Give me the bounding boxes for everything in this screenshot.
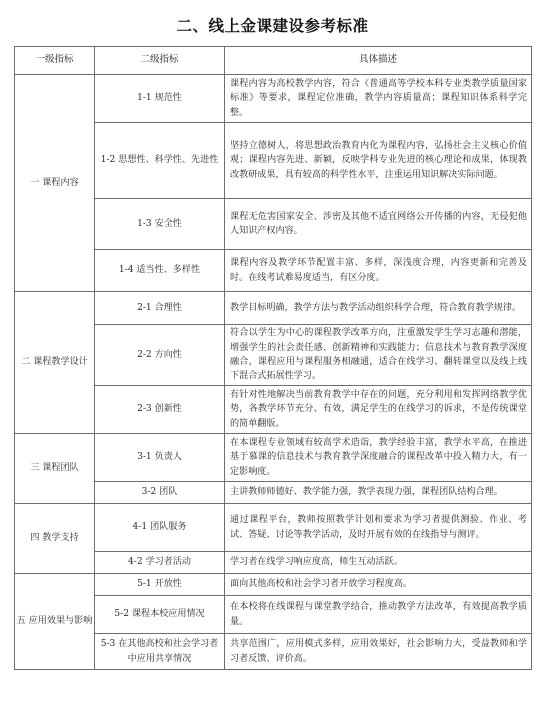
item-name: 1-3 安全性 xyxy=(95,199,225,250)
item-description: 学习者在线学习响应度高，师生互动活跃。 xyxy=(225,552,532,574)
item-description: 在本校将在线课程与课堂教学结合，推动教学方法改革，有效提高教学质量。 xyxy=(225,596,532,634)
table-row xyxy=(15,574,532,596)
item-name: 5-2 课程本校应用情况 xyxy=(95,596,225,634)
item-name: 1-1 规范性 xyxy=(95,75,225,123)
item-description: 课程内容及教学环节配置丰富、多样，深浅度合理，内容更新和完善及时。在线考试难易度适当，有区分度。 xyxy=(225,250,532,292)
table-row xyxy=(15,75,532,123)
header-level2: 二级指标 xyxy=(95,47,225,75)
item-name: 2-3 创新性 xyxy=(95,386,225,434)
item-description: 在本课程专业领域有较高学术造诣，教学经验丰富，教学水平高，在推进基于慕课的信息技术与教育教学深度融合的课程改革中投入精力大，有一定影响度。 xyxy=(225,434,532,482)
item-name: 4-1 团队服务 xyxy=(95,504,225,552)
group-name: 一 课程内容 xyxy=(15,75,95,292)
standards-table xyxy=(14,46,532,670)
table-row xyxy=(15,292,532,325)
item-description: 面向其他高校和社会学习者开放学习程度高。 xyxy=(225,574,532,596)
item-name: 5-3 在其他高校和社会学习者中应用共享情况 xyxy=(95,634,225,670)
item-description: 课程内容为高校教学内容，符合《普通高等学校本科专业类教学质量国家标准》等要求，课程定位准确，教学内容质量高；课程知识体系科学完整。 xyxy=(225,75,532,123)
item-description: 符合以学生为中心的课程教学改革方向，注重激发学生学习志趣和潜能，增强学生的社会责任感、创新精神和实践能力；信息技术与教育教学深度融合，课程应用与课程服务相融通，适合在线学习、翻转课堂以及线上线下混合式拓展性学习。 xyxy=(225,325,532,386)
header-level1: 一级指标 xyxy=(15,47,95,75)
item-name: 5-1 开放性 xyxy=(95,574,225,596)
item-description: 主讲教师师德好、教学能力强，教学表现力强，课程团队结构合理。 xyxy=(225,482,532,504)
item-name: 1-2 思想性、科学性、先进性 xyxy=(95,123,225,199)
item-name: 3-1 负责人 xyxy=(95,434,225,482)
item-description: 共享范围广，应用模式多样，应用效果好，社会影响力大，受益教师和学习者反馈、评价高。 xyxy=(225,634,532,670)
item-description: 课程无危害国家安全、涉密及其他不适宜网络公开传播的内容，无侵犯他人知识产权内容。 xyxy=(225,199,532,250)
item-name: 1-4 适当性、多样性 xyxy=(95,250,225,292)
item-name: 3-2 团队 xyxy=(95,482,225,504)
header-description: 具体描述 xyxy=(225,47,532,75)
page-title: 二、线上金课建设参考标准 xyxy=(176,17,369,35)
group-name: 五 应用效果与影响 xyxy=(15,574,95,670)
table-row xyxy=(15,504,532,552)
item-description: 教学目标明确，教学方法与教学活动组织科学合理，符合教育教学规律。 xyxy=(225,292,532,325)
item-name: 4-2 学习者活动 xyxy=(95,552,225,574)
table-header-row xyxy=(15,47,532,75)
item-name: 2-2 方向性 xyxy=(95,325,225,386)
item-description: 坚持立德树人，将思想政治教育内化为课程内容，弘扬社会主义核心价值观；课程内容先进、新颖，反映学科专业先进的核心理论和成果，体现教改教研成果，具有较高的科学性水平，注重运用知识解决实际问题。 xyxy=(225,123,532,199)
group-name: 三 课程团队 xyxy=(15,434,95,504)
table-row xyxy=(15,434,532,482)
item-description: 通过课程平台，教师按照教学计划和要求为学习者提供测验、作业、考试、答疑、讨论等教学活动，及时开展有效的在线指导与测评。 xyxy=(225,504,532,552)
item-description: 有针对性地解决当前教育教学中存在的问题，充分利用和发挥网络教学优势，各教学环节充分、有效，满足学生的在线学习的诉求，不是传统课堂的简单翻版。 xyxy=(225,386,532,434)
item-name: 2-1 合理性 xyxy=(95,292,225,325)
group-name: 二 课程教学设计 xyxy=(15,292,95,434)
group-name: 四 教学支持 xyxy=(15,504,95,574)
